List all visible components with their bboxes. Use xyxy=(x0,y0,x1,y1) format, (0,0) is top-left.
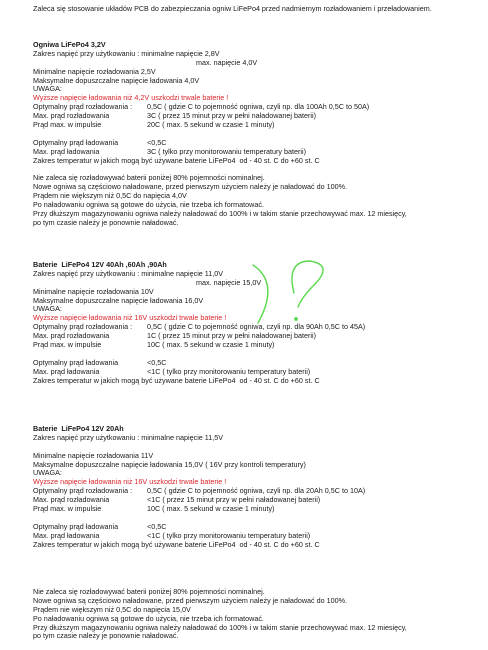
spec-label: Prąd max. w impulsie xyxy=(33,120,102,130)
warning-text: Wyższe napięcie ładowania niż 16V uszkodzi trwale baterie ! xyxy=(33,477,227,487)
spec-value: <0,5C xyxy=(147,357,167,367)
warning-text: Wyższe napięcie ładowania niż 16V uszkodzi trwale baterie ! xyxy=(33,313,227,323)
spec-label: Max. prąd ładowania xyxy=(33,366,100,376)
section-title: Ogniwa LiFePo4 3,2V xyxy=(33,40,106,49)
voltage-range-line: Zakres napięć przy użytkowaniu : minimalne napięcie 2,8V xyxy=(33,48,220,58)
max-charge-voltage: Maksymalne dopuszczalne napięcie ładowania 16,0V xyxy=(33,295,204,305)
temperature-range: Zakres temperatur w jakich mogą być używane baterie LiFePo4 od - 40 st. C do +60 st. C xyxy=(33,155,320,165)
warning-label: UWAGA: xyxy=(33,468,62,478)
spec-value: 0,5C ( gdzie C to pojemność ogniwa, czyli np. dla 90Ah 0,5C to 45A) xyxy=(147,322,366,332)
note-line: Nie zaleca się rozładowywać baterii poniżej 80% pojemności nominalnej. xyxy=(33,587,265,596)
min-discharge-voltage: Minimalne napięcie rozładowania 10V xyxy=(33,286,154,296)
spec-label: Prąd max. w impulsie xyxy=(33,504,102,514)
max-charge-voltage: Maksymalne dopuszczalne napięcie ładowania 4,0V xyxy=(33,75,200,85)
max-voltage-line: max. napięcie 15,0V xyxy=(196,277,262,287)
intro-text: Zaleca się stosowanie układów PCB do zabezpieczania ogniw LiFePo4 przed nadmiernym rozładowaniem i przeładowaniem. xyxy=(33,4,432,13)
spec-value: 10C ( max. 5 sekund w czasie 1 minuty) xyxy=(147,340,275,350)
scribble-dot xyxy=(295,318,297,320)
section-title: Baterie LiFePo4 12V 20Ah xyxy=(33,424,124,433)
max-charge-voltage: Maksymalne dopuszczalne napięcie ładowania 15,0V ( 16V przy kontroli temperatury) xyxy=(33,459,306,469)
spec-row xyxy=(33,121,473,130)
note-line: Nowe ogniwa są częściowo naładowane, przed pierwszym użyciem należy je naładować do 100%. xyxy=(33,595,348,605)
spec-label: Max. prąd rozładowania xyxy=(33,111,110,121)
spec-label: Optymalny prąd rozładowania : xyxy=(33,486,133,496)
spec-row xyxy=(33,505,473,514)
note-line: Prądem nie większym niż 0,5C do napięcia 4,0V xyxy=(33,191,187,201)
spec-value: <0,5C xyxy=(147,521,167,531)
scribble-paren xyxy=(253,265,268,323)
spec-label: Optymalny prąd rozładowania : xyxy=(33,322,133,332)
note-line: po tym czasie należy je ponownie naładować. xyxy=(33,631,179,641)
spec-value: 10C ( max. 5 sekund w czasie 1 minuty) xyxy=(147,504,275,514)
voltage-range-line: Zakres napięć przy użytkowaniu : minimalne napięcie 11,0V xyxy=(33,268,224,278)
voltage-range-line: Zakres napięć przy użytkowaniu : minimalne napięcie 11,5V xyxy=(33,432,224,442)
spec-label: Optymalny prąd ładowania xyxy=(33,521,119,531)
warning-text: Wyższe napięcie ładowania niż 4,2V uszkodzi trwale baterie ! xyxy=(33,93,229,103)
spec-value: 0,5C ( gdzie C to pojemność ogniwa, czyli np. dla 100Ah 0,5C to 50A) xyxy=(147,102,370,112)
spec-value: <1C ( tylko przy monitorowaniu temperatury baterii) xyxy=(147,366,311,376)
spec-label: Prąd max. w impulsie xyxy=(33,340,102,350)
spec-label: Max. prąd ładowania xyxy=(33,146,100,156)
spec-label: Max. prąd rozładowania xyxy=(33,495,110,505)
spec-value: 0,5C ( gdzie C to pojemność ogniwa, czyli np. dla 20Ah 0,5C to 10A) xyxy=(147,486,366,496)
min-discharge-voltage: Minimalne napięcie rozładowania 2,5V xyxy=(33,66,156,76)
spec-label: Optymalny prąd ładowania xyxy=(33,357,119,367)
spec-row xyxy=(33,341,473,350)
note-line: Po naładowaniu ogniwa są gotowe do użycia, nie trzeba ich formatować. xyxy=(33,200,264,210)
note-line: Prądem nie większym niż 0,5C do napięcia 15,0V xyxy=(33,604,191,614)
spec-label: Max. prąd ładowania xyxy=(33,530,100,540)
spec-label: Optymalny prąd ładowania xyxy=(33,137,119,147)
min-discharge-voltage: Minimalne napięcie rozładowania 11V xyxy=(33,450,154,460)
temperature-range: Zakres temperatur w jakich mogą być używane baterie LiFePo4 od - 40 st. C do +60 st. C xyxy=(33,375,320,385)
spec-label: Optymalny prąd rozładowania : xyxy=(33,102,133,112)
spec-value: 3C ( przez 15 minut przy w pełni naładowanej baterii) xyxy=(147,111,316,121)
spec-value: 1C ( przez 15 minut przy w pełni naładowanej baterii) xyxy=(147,331,316,341)
warning-label: UWAGA: xyxy=(33,84,62,94)
spec-value: 3C ( tylko przy monitorowaniu temperatury baterii) xyxy=(147,146,306,156)
note-line: Przy dłuższym magazynowaniu ogniwa należy naładować do 100% i w takim stanie przechowywać max. 12 miesięcy, xyxy=(33,622,407,632)
spec-label: Max. prąd rozładowania xyxy=(33,331,110,341)
section-cells-3v2 xyxy=(33,41,473,228)
max-voltage-line: max. napięcie 4,0V xyxy=(196,57,258,67)
scribble-question xyxy=(292,261,323,307)
note-line: Po naładowaniu ogniwa są gotowe do użycia, nie trzeba ich formatować. xyxy=(33,613,264,623)
note-line: Nie zaleca się rozładowywać baterii poniżej 80% pojemności nominalnej. xyxy=(33,173,265,183)
handwritten-scribble xyxy=(250,255,340,335)
note-line: Nowe ogniwa są częściowo naładowane, przed pierwszym użyciem należy je naładować do 100%. xyxy=(33,182,348,192)
section-title: Baterie LiFePo4 12V 40Ah ,60Ah ,90Ah xyxy=(33,260,167,269)
warning-label: UWAGA: xyxy=(33,304,62,314)
spec-value: <1C ( przez 15 minut przy w pełni naładowanej baterii) xyxy=(147,495,321,505)
note-line: po tym czasie należy je ponownie naładować. xyxy=(33,217,179,227)
spec-value: 20C ( max. 5 sekund w czasie 1 minuty) xyxy=(147,120,275,130)
spec-value: <1C ( tylko przy monitorowaniu temperatury baterii) xyxy=(147,530,311,540)
temperature-range: Zakres temperatur w jakich mogą być używane baterie LiFePo4 od - 40 st. C do +60 st. C xyxy=(33,539,320,549)
note-line: Przy dłuższym magazynowaniu ogniwa należy naładować do 100% i w takim stanie przechowywać max. 12 miesięcy, xyxy=(33,208,407,218)
section-20ah-notes xyxy=(33,588,473,641)
section-battery-20ah xyxy=(33,425,473,549)
intro-section xyxy=(33,5,473,14)
spec-value: <0,5C xyxy=(147,137,167,147)
